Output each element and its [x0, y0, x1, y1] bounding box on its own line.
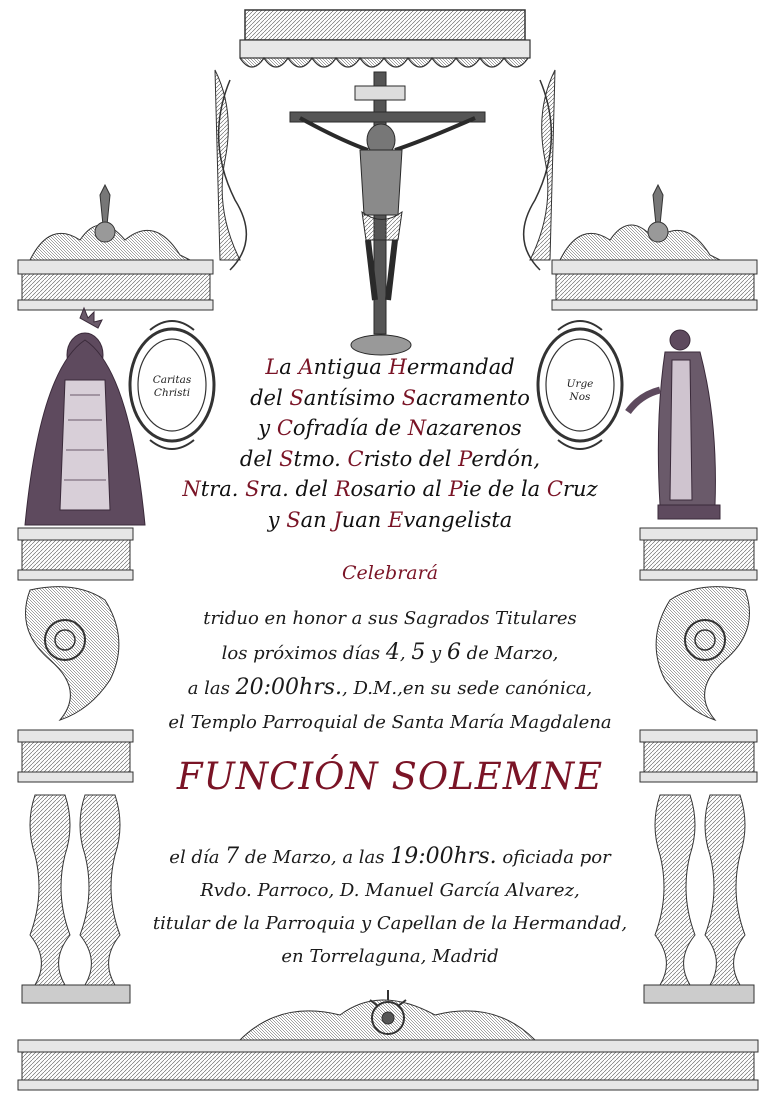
title-line [130, 444, 650, 475]
bottom-cartouche-engraving [18, 990, 758, 1090]
text: ofradía de [292, 416, 408, 440]
initial: P [458, 446, 472, 471]
title-line [130, 474, 650, 505]
initial: S [401, 385, 417, 410]
text: erdón, [471, 446, 541, 471]
funcion-line: en Torrelaguna, Madrid [281, 946, 499, 967]
right-cornice-engraving [552, 185, 757, 310]
initial: H [388, 355, 407, 379]
initial: C [347, 446, 364, 471]
text: ntigua [313, 355, 389, 379]
text: y [258, 416, 277, 440]
funcion-line: titular de la Parroquia y Capellan de la Hermandad, [152, 913, 628, 934]
text: ermandad [406, 355, 515, 379]
funcion-line [130, 840, 650, 874]
date-number: 6 [446, 640, 461, 665]
funcion-line: Rvdo. Parroco, D. Manuel García Alvarez, [200, 880, 580, 901]
funcion-details [130, 840, 650, 973]
text: y [267, 507, 287, 532]
initial: P [448, 477, 463, 501]
triduo-line: triduo en honor a sus Sagrados Titulares [203, 608, 577, 629]
text: de Marzo, a las [239, 847, 391, 868]
text: ra. del [259, 477, 335, 501]
motto-line: Christi [153, 387, 191, 399]
text: del [239, 446, 280, 471]
time-value: 20:00hrs. [235, 675, 342, 700]
initial: J [333, 507, 342, 532]
title-line [130, 383, 650, 414]
text: los próximos días [221, 643, 386, 664]
triduo-line [130, 671, 650, 706]
text: , [399, 643, 412, 664]
text: ie de la [462, 477, 547, 501]
initial: A [298, 355, 314, 379]
text: de Marzo, [460, 643, 559, 664]
initial: N [407, 416, 427, 440]
initial: R [334, 477, 351, 501]
title-line [130, 413, 650, 444]
text: acramento [416, 385, 530, 410]
time-value: 19:00hrs. [390, 844, 497, 869]
virgin-figure-engraving [25, 308, 145, 525]
date-number: 7 [225, 844, 240, 869]
initial: S [279, 446, 294, 471]
motto-line: Nos [569, 391, 591, 403]
date-number: 5 [411, 640, 426, 665]
text: a las [187, 678, 236, 699]
initial: L [265, 355, 280, 379]
motto-line: Urge [566, 378, 594, 390]
text: ruz [562, 477, 598, 501]
text: tmo. [293, 446, 348, 471]
left-cornice-engraving [18, 185, 213, 310]
text: vangelista [403, 507, 513, 532]
celebrara-heading: Celebrará [341, 562, 439, 584]
motto-line: Caritas [152, 374, 192, 386]
initial: E [388, 507, 404, 532]
hermandad-title [130, 352, 650, 535]
text: del [250, 385, 290, 410]
text: a [279, 355, 299, 379]
text: uan [341, 507, 389, 532]
title-line [130, 352, 650, 383]
initial: S [286, 507, 301, 532]
text: azarenos [426, 416, 522, 440]
funcion-solemne-title: FUNCIÓN SOLEMNE [176, 755, 604, 798]
text: an [300, 507, 334, 532]
text: osario al [350, 477, 449, 501]
text: oficiada por [496, 847, 611, 868]
triduo-line: el Templo Parroquial de Santa María Magdalena [168, 712, 612, 733]
triduo-line [130, 636, 650, 671]
text: , D.M.,en su sede canónica, [342, 678, 593, 699]
text: tra. [200, 477, 246, 501]
initial: N [182, 477, 201, 501]
text: antísimo [303, 385, 402, 410]
initial: C [276, 416, 293, 440]
text: risto del [363, 446, 459, 471]
text: y [425, 643, 447, 664]
initial: C [546, 477, 563, 501]
date-number: 4 [385, 640, 400, 665]
initial: S [245, 477, 260, 501]
triduo-text [130, 602, 650, 740]
text: el día [169, 847, 226, 868]
initial: S [289, 385, 304, 410]
title-line [130, 505, 650, 536]
crucifix-engraving [290, 72, 485, 355]
